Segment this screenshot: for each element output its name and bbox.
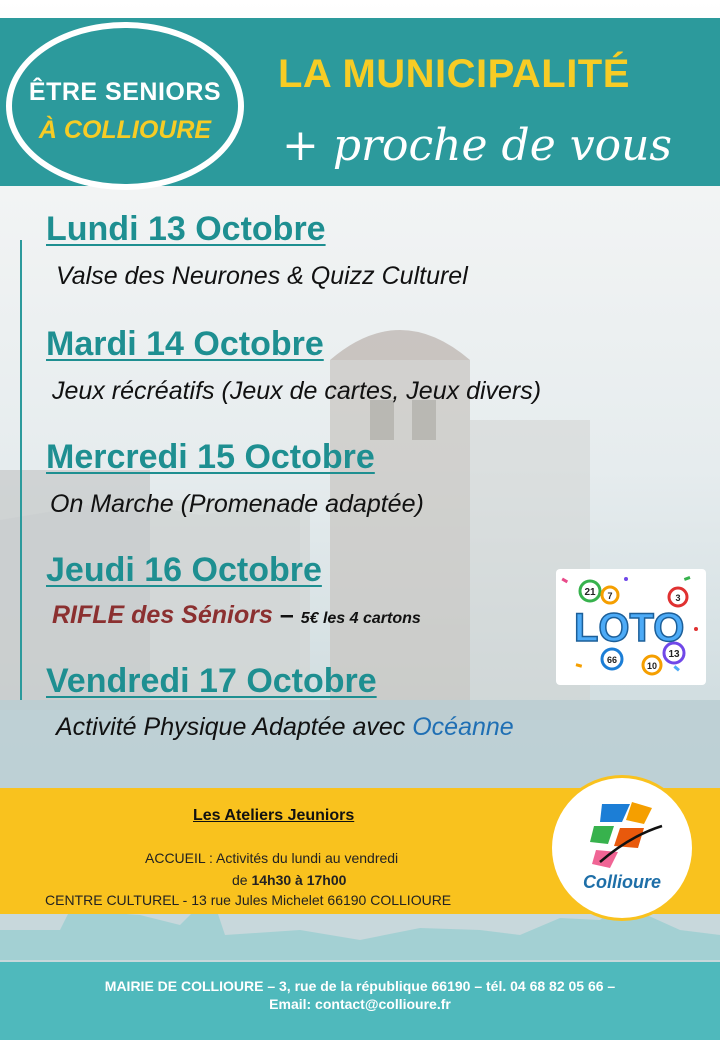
footer [0,962,720,1040]
day-heading-wednesday: Mercredi 15 Octobre [46,438,375,476]
loto-image [556,569,706,685]
loto-word: LOTO [574,606,685,650]
header-subtitle: + proche de vous [282,120,673,171]
collioure-logo [552,778,692,918]
info-line2-prefix: de [232,872,248,888]
loto-ball-3: 3 [675,593,681,603]
footer-email: Email: contact@collioure.fr [269,996,451,1012]
info-hours: 14h30 à 17h00 [251,872,347,888]
loto-ball-4: 66 [606,655,618,665]
header-title: LA MUNICIPALITÉ [278,52,630,96]
loto-ball-5: 10 [646,661,658,671]
loto-illustration [556,569,706,685]
schedule-divider-line [20,240,22,700]
loto-ball-6: 13 [668,649,680,660]
activity-friday-name: Activité Physique Adaptée avec [56,713,406,741]
seniors-badge [6,22,244,190]
activity-thursday-price: 5€ les 4 cartons [300,610,421,627]
badge-line2: À COLLIOURE [38,116,212,144]
day-heading-monday: Lundi 13 Octobre [46,210,326,248]
day-heading-tuesday: Mardi 14 Octobre [46,325,324,363]
activity-friday-instructor: Océanne [412,713,514,741]
badge-line1: ÊTRE SENIORS [28,78,222,106]
info-line3: CENTRE CULTUREL - 13 rue Jules Michelet 66190 COLLIOURE [45,892,452,908]
activity-monday: Valse des Neurones & Quizz Culturel [56,262,468,290]
activity-thursday-name: RIFLE des Séniors [52,601,273,629]
activity-thursday-separator: – [279,601,294,629]
activity-wednesday: On Marche (Promenade adaptée) [50,490,424,518]
activity-friday [56,713,514,742]
footer-address: MAIRIE DE COLLIOURE – 3, rue de la république 66190 – tél. 04 68 82 05 66 – [104,978,616,994]
logo-text: Collioure [582,872,661,892]
activity-thursday [52,601,421,630]
collioure-logo-icon [552,778,692,918]
day-heading-thursday: Jeudi 16 Octobre [46,551,322,589]
day-heading-friday: Vendredi 17 Octobre [46,662,377,700]
loto-ball-2: 7 [607,591,613,601]
info-line1: ACCUEIL : Activités du lundi au vendredi [145,850,399,866]
activity-tuesday: Jeux récréatifs (Jeux de cartes, Jeux divers) [52,377,542,405]
loto-ball-1: 21 [584,587,596,598]
info-title: Les Ateliers Jeuniors [193,807,355,824]
info-line2 [232,872,346,888]
